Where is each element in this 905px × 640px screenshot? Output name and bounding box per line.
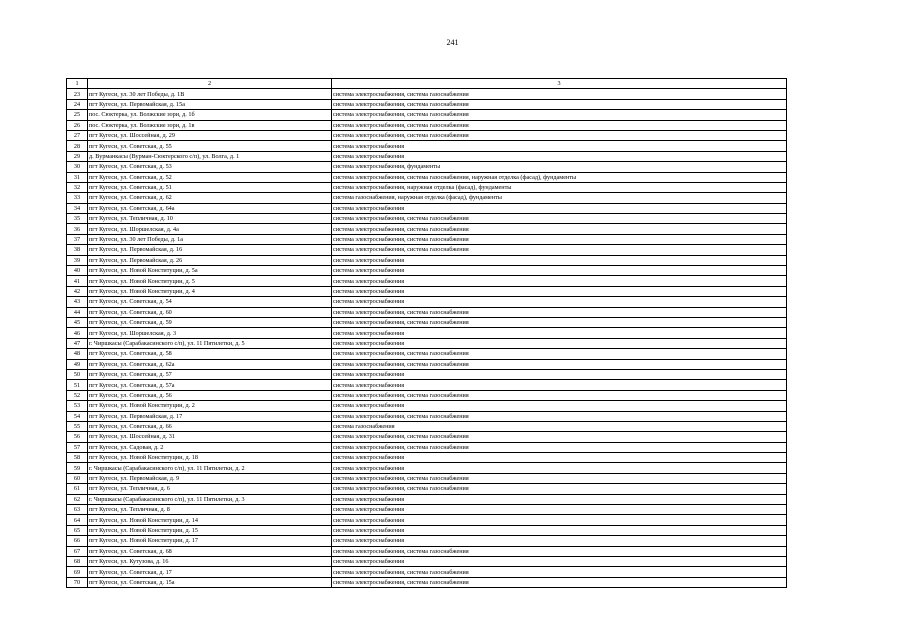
systems-cell: система электроснабжения [332,525,787,535]
row-number-cell: 32 [67,182,88,192]
table-row [67,380,787,390]
address-cell: пгт Кугеси, ул. 30 лет Победы, д. 1В [88,89,332,99]
systems-cell: система электроснабжения, система газоснабжения [332,359,787,369]
address-cell: пгт Кугеси, ул. Новой Конституции, д. 18 [88,453,332,463]
table-header-row [67,79,787,89]
address-cell: пгт Кугеси, ул. Советская, д. 15а [88,577,332,587]
row-number-cell: 42 [67,286,88,296]
row-number-cell: 52 [67,390,88,400]
systems-cell: система электроснабжения, система газоснабжения [332,89,787,99]
address-cell: пгт Кугеси, ул. Шоршелская, д. 3 [88,328,332,338]
systems-cell: система электроснабжения, наружная отделка (фасад), фундаменты [332,182,787,192]
row-number-cell: 48 [67,349,88,359]
address-cell: пос. Сюктерка, ул. Волжские зори, д. 1в [88,120,332,130]
table-row [67,224,787,234]
row-number-cell: 25 [67,110,88,120]
row-number-cell: 60 [67,473,88,483]
systems-cell: система электроснабжения [332,536,787,546]
table-row [67,525,787,535]
address-cell: г. Чиршкасы (Сарабакасинского с/п), ул. 11 Пятилетки, д. 5 [88,338,332,348]
row-number-cell: 49 [67,359,88,369]
systems-cell: система электроснабжения, система газоснабжения [332,110,787,120]
row-number-cell: 53 [67,401,88,411]
systems-cell: система электроснабжения, система газоснабжения [332,349,787,359]
table-row [67,141,787,151]
register-table [66,78,787,588]
address-cell: пгт Кугеси, ул. Новой Конституции, д. 5 [88,276,332,286]
address-cell: д. Вурманкасы (Вурман-Сюктерского с/п), ул. Волга, д. 1 [88,151,332,161]
table-row [67,463,787,473]
table-row [67,276,787,286]
address-cell: пгт Кугеси, ул. Кутузова, д. 16 [88,556,332,566]
table-row [67,473,787,483]
table-row [67,546,787,556]
page-number: 241 [446,38,459,47]
address-cell: пгт Кугеси, ул. Первомайская, д. 15а [88,99,332,109]
systems-cell: система электроснабжения, система газоснабжения [332,234,787,244]
address-cell: пгт Кугеси, ул. Шоссейная, д. 29 [88,130,332,140]
table-row [67,494,787,504]
systems-cell: система электроснабжения, система газоснабжения [332,120,787,130]
address-cell: пгт Кугеси, ул. Советская, д. 57 [88,369,332,379]
header-cell-address: 2 [88,79,332,89]
address-cell: пгт Кугеси, ул. Тепличная, д. 6 [88,484,332,494]
row-number-cell: 38 [67,245,88,255]
header-cell-systems: 3 [332,79,787,89]
table-row [67,307,787,317]
systems-cell: система электроснабжения, система газоснабжения [332,546,787,556]
systems-cell: система электроснабжения [332,369,787,379]
systems-cell: система электроснабжения [332,401,787,411]
systems-cell: система электроснабжения, система газоснабжения [332,411,787,421]
table-row [67,203,787,213]
table-row [67,266,787,276]
address-cell: пгт Кугеси, ул. Первомайская, д. 9 [88,473,332,483]
row-number-cell: 46 [67,328,88,338]
row-number-cell: 69 [67,567,88,577]
row-number-cell: 47 [67,338,88,348]
table-row [67,245,787,255]
row-number-cell: 45 [67,317,88,327]
systems-cell: система электроснабжения [332,286,787,296]
systems-cell: система электроснабжения, система газоснабжения [332,99,787,109]
address-cell: пгт Кугеси, ул. Советская, д. 66 [88,421,332,431]
systems-cell: система электроснабжения, система газоснабжения [332,473,787,483]
table-row [67,130,787,140]
systems-cell: система электроснабжения, система газоснабжения [332,432,787,442]
row-number-cell: 51 [67,380,88,390]
table-row [67,442,787,452]
address-cell: пгт Кугеси, ул. Новой Конституции, д. 15 [88,525,332,535]
systems-cell: система электроснабжения [332,276,787,286]
row-number-cell: 59 [67,463,88,473]
row-number-cell: 39 [67,255,88,265]
systems-cell: система газоснабжения, наружная отделка (фасад), фундаменты [332,193,787,203]
row-number-cell: 62 [67,494,88,504]
table-row [67,401,787,411]
address-cell: пгт Кугеси, ул. Первомайская, д. 17 [88,411,332,421]
table-row [67,567,787,577]
table-row [67,99,787,109]
table-row [67,536,787,546]
address-cell: пгт Кугеси, ул. Советская, д. 64а [88,203,332,213]
address-cell: г. Чиршкасы (Сарабакасинского с/п), ул. 11 Пятилетки, д. 2 [88,463,332,473]
address-cell: пгт Кугеси, ул. Советская, д. 60 [88,307,332,317]
table-row [67,193,787,203]
table-row [67,110,787,120]
address-cell: пгт Кугеси, ул. Советская, д. 53 [88,162,332,172]
table-row [67,359,787,369]
systems-cell: система электроснабжения [332,255,787,265]
row-number-cell: 33 [67,193,88,203]
table-row [67,214,787,224]
row-number-cell: 23 [67,89,88,99]
address-cell: пгт Кугеси, ул. Первомайская, д. 26 [88,255,332,265]
systems-cell: система электроснабжения, система газоснабжения [332,442,787,452]
systems-cell: система электроснабжения [332,505,787,515]
table-row [67,556,787,566]
address-cell: пгт Кугеси, ул. Новой Конституции, д. 4 [88,286,332,296]
row-number-cell: 35 [67,214,88,224]
table-row [67,182,787,192]
address-cell: пгт Кугеси, ул. 30 лет Победы, д. 1а [88,234,332,244]
row-number-cell: 34 [67,203,88,213]
table-body [67,79,787,588]
address-cell: пос. Сюктерка, ул. Волжские зори, д. 1б [88,110,332,120]
row-number-cell: 50 [67,369,88,379]
table-row [67,286,787,296]
table-row [67,297,787,307]
table-row [67,515,787,525]
systems-cell: система электроснабжения [332,203,787,213]
systems-cell: система электроснабжения [332,338,787,348]
address-cell: пгт Кугеси, ул. Шоршелская, д. 4а [88,224,332,234]
row-number-cell: 37 [67,234,88,244]
table-row [67,151,787,161]
row-number-cell: 40 [67,266,88,276]
table-row [67,255,787,265]
table-row [67,234,787,244]
systems-cell: система электроснабжения [332,515,787,525]
table-row [67,89,787,99]
address-cell: пгт Кугеси, ул. Новой Конституции, д. 2 [88,401,332,411]
row-number-cell: 44 [67,307,88,317]
address-cell: пгт Кугеси, ул. Первомайская, д. 16 [88,245,332,255]
row-number-cell: 70 [67,577,88,587]
row-number-cell: 30 [67,162,88,172]
address-cell: пгт Кугеси, ул. Советская, д. 55 [88,141,332,151]
address-cell: пгт Кугеси, ул. Новой Конституции, д. 17 [88,536,332,546]
systems-cell: система электроснабжения [332,494,787,504]
systems-cell: система электроснабжения [332,556,787,566]
row-number-cell: 65 [67,525,88,535]
row-number-cell: 57 [67,442,88,452]
table-row [67,432,787,442]
address-cell: пгт Кугеси, ул. Советская, д. 54 [88,297,332,307]
table-row [67,390,787,400]
systems-cell: система электроснабжения, фундаменты [332,162,787,172]
systems-cell: система электроснабжения [332,266,787,276]
row-number-cell: 43 [67,297,88,307]
row-number-cell: 41 [67,276,88,286]
row-number-cell: 64 [67,515,88,525]
row-number-cell: 36 [67,224,88,234]
systems-cell: система электроснабжения [332,380,787,390]
row-number-cell: 66 [67,536,88,546]
address-cell: пгт Кугеси, ул. Советская, д. 57а [88,380,332,390]
table-row [67,349,787,359]
table-row [67,577,787,587]
systems-cell: система газоснабжения [332,421,787,431]
address-cell: пгт Кугеси, ул. Советская, д. 62а [88,359,332,369]
address-cell: пгт Кугеси, ул. Советская, д. 56 [88,390,332,400]
address-cell: пгт Кугеси, ул. Советская, д. 62 [88,193,332,203]
row-number-cell: 55 [67,421,88,431]
table-row [67,453,787,463]
row-number-cell: 68 [67,556,88,566]
systems-cell: система электроснабжения, система газоснабжения [332,577,787,587]
table-row [67,120,787,130]
row-number-cell: 29 [67,151,88,161]
address-cell: пгт Кугеси, ул. Советская, д. 59 [88,317,332,327]
table-row [67,369,787,379]
row-number-cell: 54 [67,411,88,421]
row-number-cell: 28 [67,141,88,151]
systems-cell: система электроснабжения, система газоснабжения [332,214,787,224]
table-row [67,328,787,338]
address-cell: пгт Кугеси, ул. Новой Конституции, д. 14 [88,515,332,525]
systems-cell: система электроснабжения [332,328,787,338]
row-number-cell: 58 [67,453,88,463]
systems-cell: система электроснабжения, система газоснабжения [332,245,787,255]
table-row [67,172,787,182]
table-row [67,484,787,494]
systems-cell: система электроснабжения, система газоснабжения [332,484,787,494]
address-cell: г. Чиршкасы (Сарабакасинского с/п), ул. 11 Пятилетки, д. 3 [88,494,332,504]
address-cell: пгт Кугеси, ул. Советская, д. 17 [88,567,332,577]
systems-cell: система электроснабжения, система газоснабжения [332,130,787,140]
address-cell: пгт Кугеси, ул. Тепличная, д. 10 [88,214,332,224]
systems-cell: система электроснабжения, система газоснабжения [332,307,787,317]
row-number-cell: 27 [67,130,88,140]
table-row [67,317,787,327]
address-cell: пгт Кугеси, ул. Советская, д. 52 [88,172,332,182]
row-number-cell: 26 [67,120,88,130]
row-number-cell: 67 [67,546,88,556]
address-cell: пгт Кугеси, ул. Советская, д. 68 [88,546,332,556]
systems-cell: система электроснабжения [332,141,787,151]
address-cell: пгт Кугеси, ул. Советская, д. 58 [88,349,332,359]
table-row [67,411,787,421]
row-number-cell: 61 [67,484,88,494]
row-number-cell: 63 [67,505,88,515]
row-number-cell: 31 [67,172,88,182]
address-cell: пгт Кугеси, ул. Садовая, д. 2 [88,442,332,452]
address-cell: пгт Кугеси, ул. Тепличная, д. 8 [88,505,332,515]
systems-cell: система электроснабжения, система газоснабжения [332,317,787,327]
address-cell: пгт Кугеси, ул. Шоссейная, д. 31 [88,432,332,442]
row-number-cell: 56 [67,432,88,442]
header-cell-number: 1 [67,79,88,89]
table-row [67,505,787,515]
table-row [67,338,787,348]
address-cell: пгт Кугеси, ул. Советская, д. 51 [88,182,332,192]
systems-cell: система электроснабжения [332,453,787,463]
row-number-cell: 24 [67,99,88,109]
table-row [67,162,787,172]
systems-cell: система электроснабжения [332,151,787,161]
systems-cell: система электроснабжения, система газоснабжения [332,567,787,577]
address-cell: пгт Кугеси, ул. Новой Конституции, д. 5а [88,266,332,276]
systems-cell: система электроснабжения, система газоснабжения, наружная отделка (фасад), фундаменты [332,172,787,182]
table-row [67,421,787,431]
systems-cell: система электроснабжения [332,297,787,307]
systems-cell: система электроснабжения [332,463,787,473]
systems-cell: система электроснабжения, система газоснабжения [332,390,787,400]
systems-cell: система электроснабжения, система газоснабжения [332,224,787,234]
